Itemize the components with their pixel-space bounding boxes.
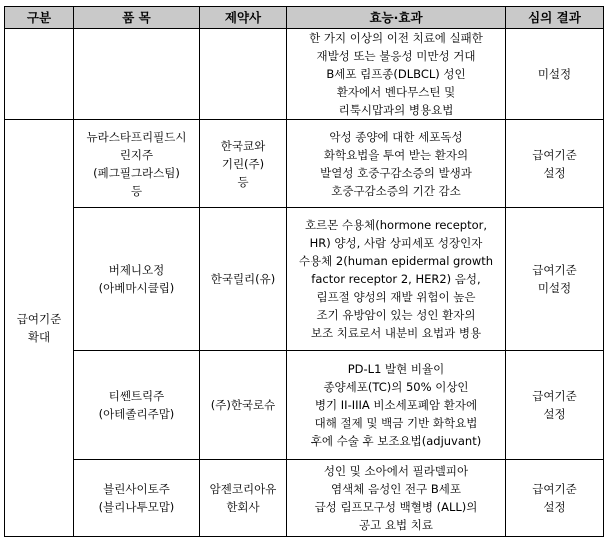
product-cell [74, 208, 200, 351]
header-company: 제약사 [200, 7, 287, 29]
effect-line: 성인 및 소아에서 필라델피아 [323, 464, 469, 478]
result-line: 설정 [543, 500, 566, 514]
product-line: 티쎈트릭주 [108, 389, 165, 403]
effect-cell [287, 460, 506, 537]
result-line: 급여기준 [532, 389, 577, 403]
effect-line: 종양세포(TC)의 50% 이상인 [323, 380, 469, 394]
category-cell-empty [5, 29, 74, 120]
company-cell-empty [200, 29, 287, 120]
company-cell [200, 208, 287, 351]
effect-line: 화학요법을 투여 받는 환자의 [323, 147, 469, 162]
product-line: (페그필그라스팀) [93, 165, 180, 180]
effect-cell [287, 120, 506, 208]
effect-line: 수용체 2(human epidermal growth [298, 254, 494, 268]
company-cell [200, 120, 287, 208]
product-line: 등 [130, 183, 143, 198]
product-line: 블린사이토주 [103, 482, 170, 496]
result-line: 급여기준 [532, 263, 577, 277]
company-line: 한회사 [226, 500, 260, 514]
effect-cell [287, 208, 506, 351]
table-row [5, 29, 604, 120]
result-line: 급여기준 [532, 482, 577, 496]
effect-line: 재발성 또는 불응성 미만성 거대 [316, 49, 476, 63]
header-row [5, 7, 604, 29]
effect-line: 대해 절제 및 백금 기반 화학요법 [314, 416, 478, 430]
effect-line: 한 가지 이상의 이전 치료에 실패한 [309, 31, 483, 45]
effect-line: 조기 유방암이 있는 성인 환자의 [316, 308, 476, 322]
effect-line: 병기 II-IIIA 비소세포폐암 환자에 [314, 398, 478, 412]
effect-line: 발열성 호중구감소증의 발생과 [320, 165, 472, 180]
result-line: 미설정 [537, 281, 572, 295]
company-line: 한국릴리(유) [210, 272, 276, 286]
result-line: 미설정 [537, 67, 572, 81]
table-row [5, 208, 604, 351]
result-line: 설정 [543, 165, 566, 180]
product-cell [74, 351, 200, 460]
header-result: 심의 결과 [506, 7, 604, 29]
product-line: 린지주 [119, 147, 154, 162]
result-line: 급여기준 [532, 147, 577, 162]
effect-line: 후에 수술 후 보조요법(adjuvant) [310, 434, 482, 448]
effect-line: 악성 종양에 대한 세포독성 [329, 129, 463, 144]
result-cell [506, 351, 604, 460]
effect-cell [287, 29, 506, 120]
category-cell-group [5, 120, 74, 537]
result-cell [506, 29, 604, 120]
effect-line: B세포 림프종(DLBCL) 성인 [326, 67, 466, 81]
table-row [5, 460, 604, 537]
effect-line: 림프절 양성의 재발 위험이 높은 [316, 290, 476, 304]
effect-line: 보조 치료로서 내분비 요법과 병용 [310, 326, 482, 340]
effect-line: 환자에서 벤다무스틴 및 [336, 85, 456, 99]
effect-cell [287, 351, 506, 460]
review-table [4, 6, 604, 537]
effect-line: 공고 요법 치료 [359, 518, 433, 532]
result-cell [506, 120, 604, 208]
product-line: 뉴라스타프리필드시 [86, 129, 187, 144]
header-product: 품 목 [74, 7, 200, 29]
product-cell-empty [74, 29, 200, 120]
effect-line: 리툭시맙과의 병용요법 [338, 103, 454, 117]
header-category: 구분 [5, 7, 74, 29]
result-line: 설정 [543, 407, 566, 421]
result-cell [506, 460, 604, 537]
company-cell [200, 351, 287, 460]
effect-line: 급성 림프모구성 백혈병 (ALL)의 [314, 500, 478, 514]
product-line: 버제니오정 [108, 263, 165, 277]
effect-line: 호르몬 수용체(hormone receptor, [304, 218, 488, 232]
header-effect: 효능·효과 [287, 7, 506, 29]
effect-line: PD-L1 발현 비율이 [347, 362, 445, 376]
result-cell [506, 208, 604, 351]
effect-line: 호중구감소증의 기간 감소 [331, 183, 461, 198]
company-line: 등 [237, 174, 249, 189]
company-cell [200, 460, 287, 537]
effect-line: factor receptor 2, HER2) 음성, [311, 272, 481, 286]
table-row [5, 351, 604, 460]
table-row [5, 120, 604, 208]
group-line: 확대 [27, 330, 51, 344]
company-line: 기린(주) [221, 156, 265, 171]
company-line: 한국쿄와 [220, 138, 266, 153]
effect-line: HR) 양성, 사람 상피세포 성장인자 [309, 236, 483, 250]
effect-line: 염색체 음성인 전구 B세포 [331, 482, 461, 496]
product-line: (아테졸리주맙) [98, 407, 175, 421]
group-line: 급여기준 [16, 312, 62, 326]
product-line: (아베마시클립) [98, 281, 175, 295]
product-cell [74, 460, 200, 537]
product-cell [74, 120, 200, 208]
company-line: (주)한국로슈 [210, 398, 276, 412]
product-line: (블리나투모맙) [98, 500, 175, 514]
company-line: 암젠코리아유 [209, 482, 277, 496]
